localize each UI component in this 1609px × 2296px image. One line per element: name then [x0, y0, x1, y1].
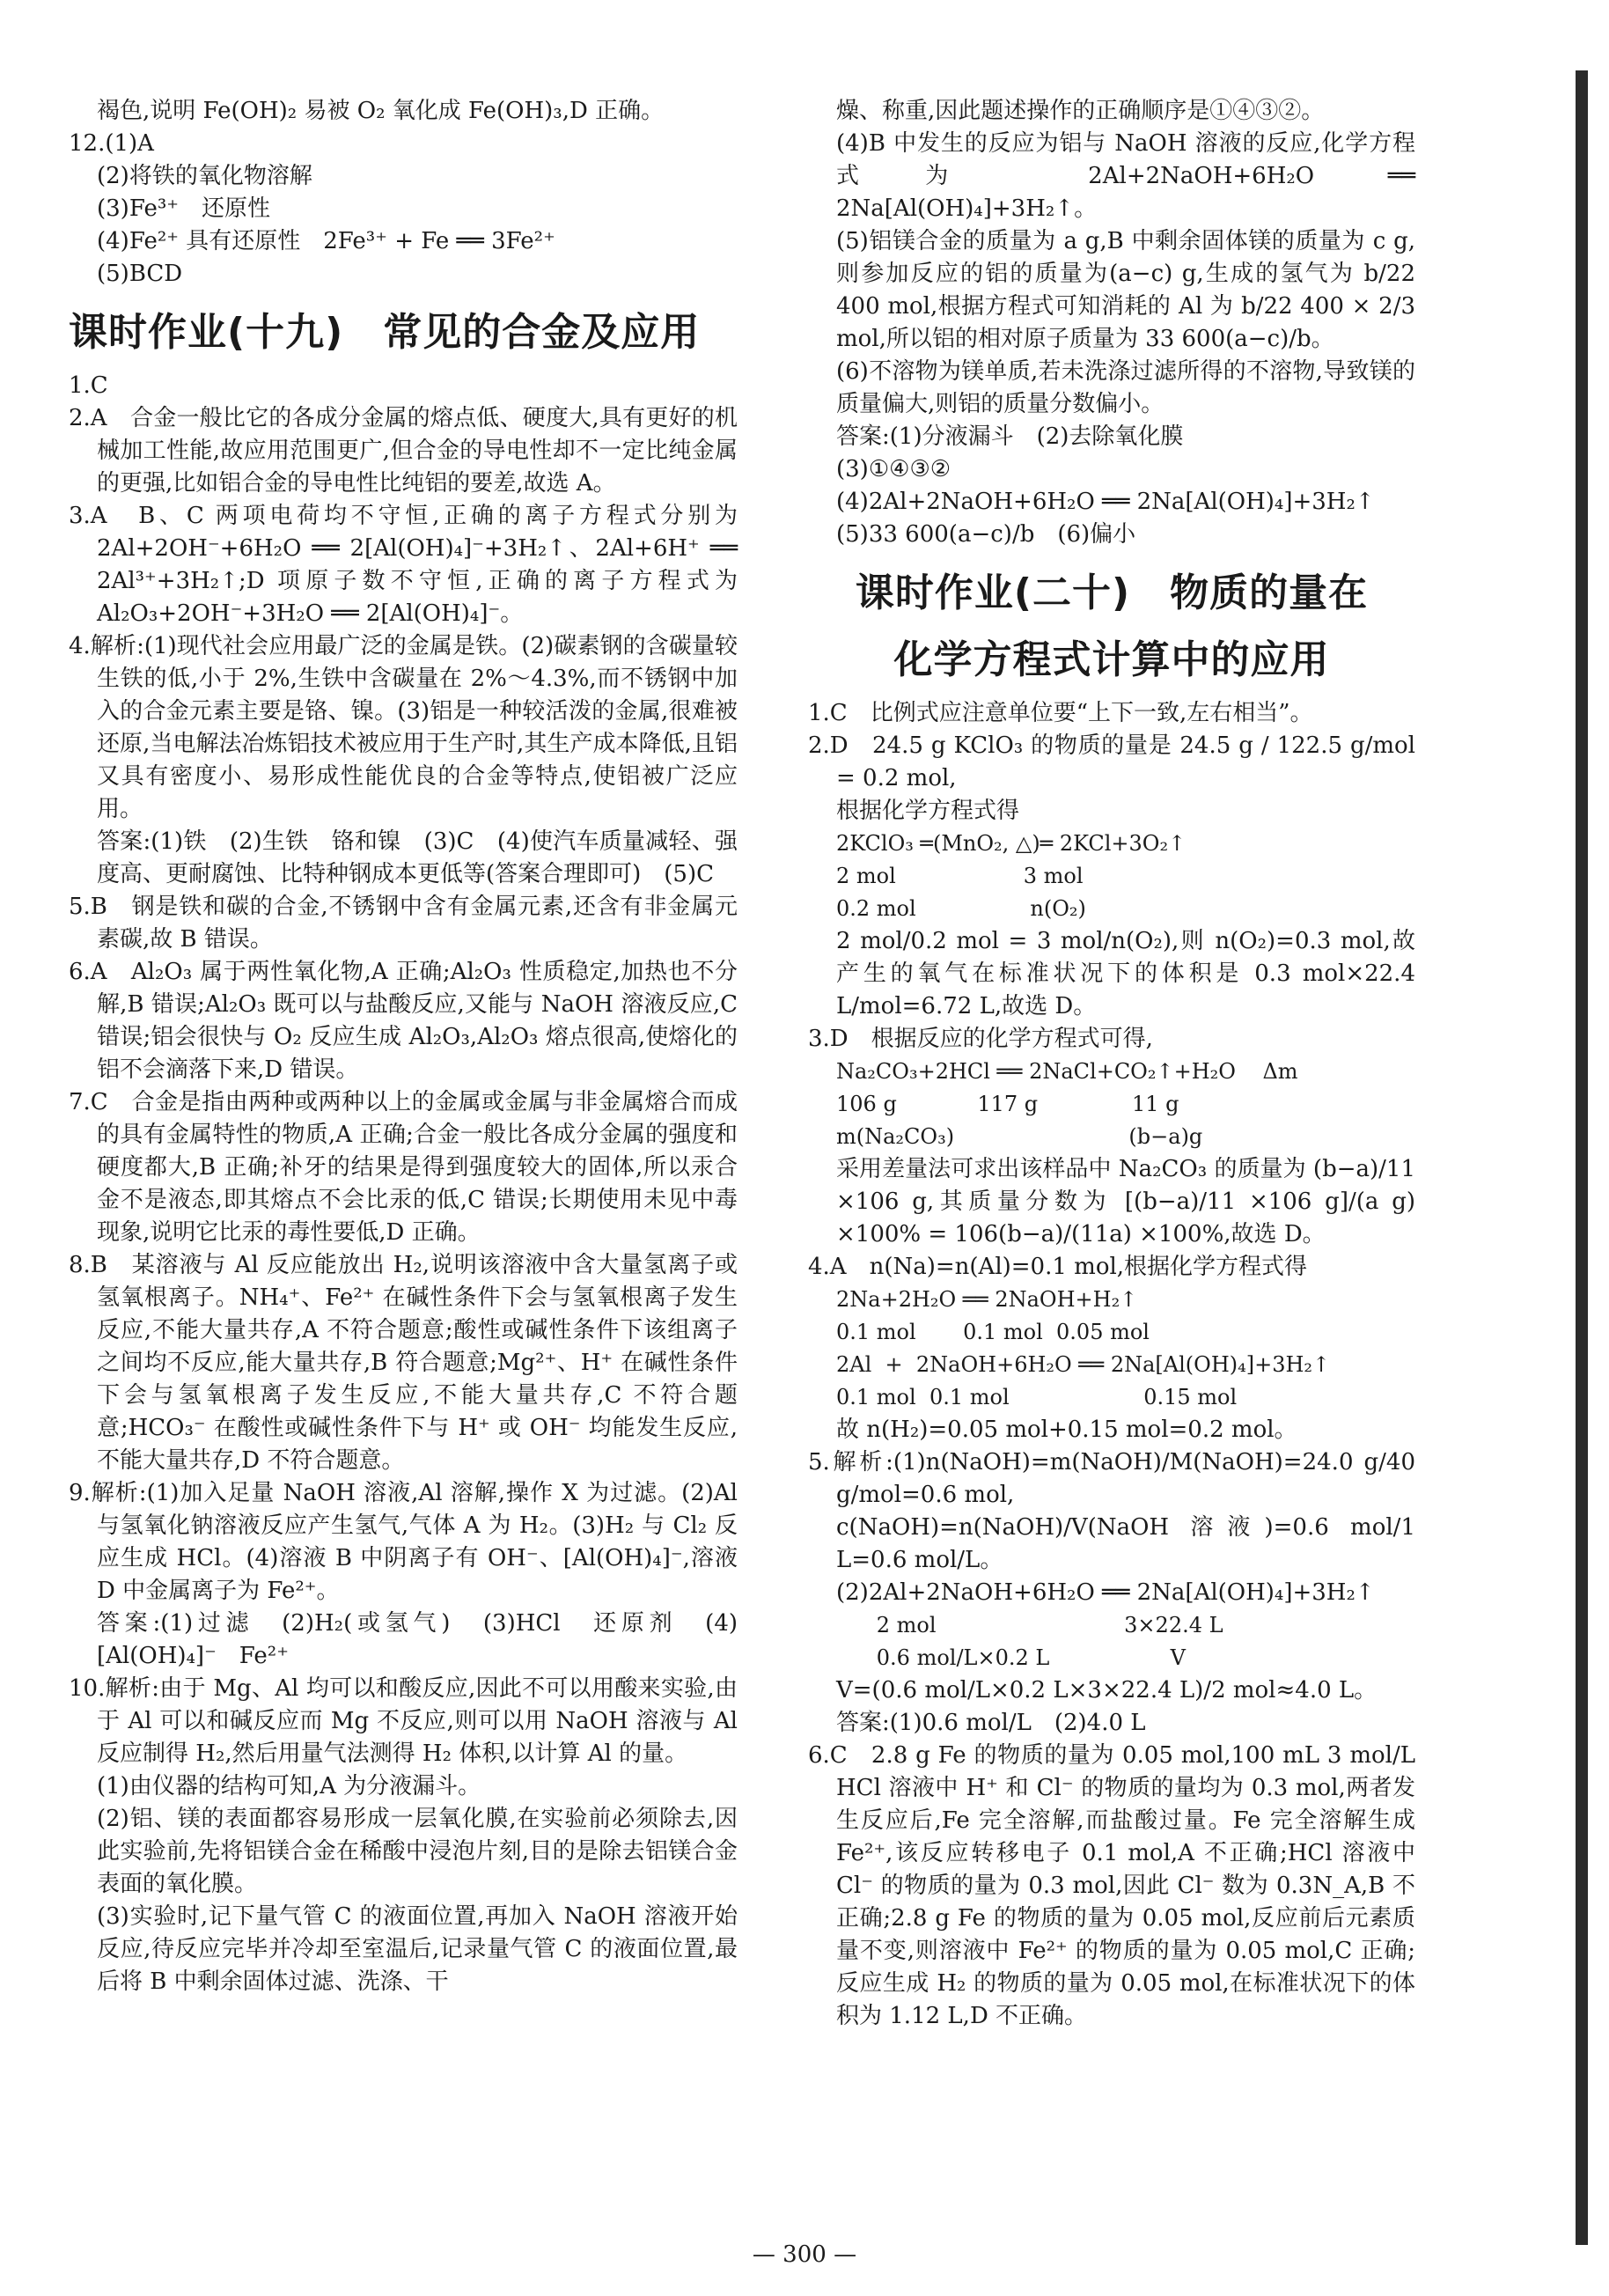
paragraph: c(NaOH)=n(NaOH)/V(NaOH 溶液)=0.6 mol/1 L=0.6 mol/L。 [836, 1514, 1415, 1573]
equation-line: 0.1 mol 0.1 mol 0.15 mol [836, 1385, 1238, 1409]
paragraph: 答案:(1)铁 (2)生铁 铬和镍 (3)C (4)使汽车质量减轻、强度高、更耐腐蚀、比特种钢成本更低等(答案合理即可) (5)C [97, 828, 738, 887]
paragraph: (4)Fe²⁺ 具有还原性 2Fe³⁺ + Fe ══ 3Fe²⁺ [97, 228, 555, 254]
left-column [69, 95, 738, 1998]
paragraph: 3.D 根据反应的化学方程式可得, [808, 1026, 1153, 1052]
paragraph: (5)BCD [97, 261, 183, 287]
paragraph: 答案:(1)过滤 (2)H₂(或氢气) (3)HCl 还原剂 (4)[Al(OH)₄]⁻ Fe²⁺ [97, 1610, 738, 1669]
paragraph: 4.A n(Na)=n(Al)=0.1 mol,根据化学方程式得 [808, 1254, 1308, 1280]
paragraph: (3)①④③② [836, 456, 951, 482]
paragraph: (3)Fe³⁺ 还原性 [97, 195, 270, 222]
equation-line: 2 mol 3 mol [836, 864, 1084, 888]
paragraph: 2.A 合金一般比它的各成分金属的熔点低、硬度大,具有更好的机械加工性能,故应用范围更广,但合金的导电性却不一定比纯金属的更强,比如铝合金的导电性比纯铝的要差,故选 A。 [69, 405, 738, 497]
paragraph: 答案:(1)分液漏斗 (2)去除氧化膜 [836, 423, 1184, 450]
paragraph: 3.A B、C 两项电荷均不守恒,正确的离子方程式分别为 2Al+2OH⁻+6H₂O ══ 2[Al(OH)₄]⁻+3H₂↑、2Al+6H⁺ ══ 2Al³⁺+3H₂↑;D 项原子数不守恒,正确的离子方程式为 Al₂O₃+2OH⁻+3H₂O ══ 2[Al(OH)₄]⁻。 [69, 503, 738, 627]
paragraph: (4)B 中发生的反应为铝与 NaOH 溶液的反应,化学方程式为 2Al+2NaOH+6H₂O ══ 2Na[Al(OH)₄]+3H₂↑。 [836, 130, 1415, 222]
equation-line: 0.1 mol 0.1 mol 0.05 mol [836, 1320, 1150, 1344]
equation-line: 106 g 117 g 11 g [836, 1092, 1179, 1116]
paragraph: 8.B 某溶液与 Al 反应能放出 H₂,说明该溶液中含大量氢离子或氢氧根离子。NH₄⁺、Fe²⁺ 在碱性条件下会与氢氧根离子发生反应,不能大量共存,A 不符合题意;酸性或碱性条件下该组离子之间均不反应,能大量共存,B 符合题意;Mg²⁺、H⁺ 在碱性条件下会与氢氧根离子发生反应,不能大量共存,C 不符合题意;HCO₃⁻ 在酸性或碱性条件下与 H⁺ 或 OH⁻ 均能发生反应,不能大量共存,D 不符合题意。 [69, 1252, 738, 1474]
equation-line: m(Na₂CO₃) (b−a)g [836, 1124, 1203, 1149]
paragraph: 10.解析:由于 Mg、Al 均可以和酸反应,因此不可以用酸来实验,由于 Al 可以和碱反应而 Mg 不反应,则可以用 NaOH 溶液与 Al 反应制得 H₂,然后用量气法测得 H₂ 体积,以计算 Al 的量。 [69, 1675, 738, 1767]
equation-line: 2Al + 2NaOH+6H₂O ══ 2Na[Al(OH)₄]+3H₂↑ [836, 1352, 1331, 1377]
section-title: 化学方程式计算中的应用 [893, 637, 1330, 682]
paragraph: 答案:(1)0.6 mol/L (2)4.0 L [836, 1710, 1146, 1736]
paragraph: 12.(1)A [69, 130, 154, 157]
paragraph: V=(0.6 mol/L×0.2 L×3×22.4 L)/2 mol≈4.0 L。 [836, 1677, 1378, 1704]
paragraph: 2.D 24.5 g KClO₃ 的物质的量是 24.5 g / 122.5 g/mol = 0.2 mol, [808, 732, 1415, 791]
paragraph: (5)33 600(a−c)/b (6)偏小 [836, 521, 1136, 548]
paragraph: 采用差量法可求出该样品中 Na₂CO₃ 的质量为 (b−a)/11 ×106 g,其质量分数为 [(b−a)/11 ×106 g]/(a g) ×100% = 106(b−a)/(11a) ×100%,故选 D。 [836, 1156, 1415, 1247]
paragraph: 9.解析:(1)加入足量 NaOH 溶液,Al 溶解,操作 X 为过滤。(2)Al 与氢氧化钠溶液反应产生氢气,气体 A 为 H₂。(3)H₂ 与 Cl₂ 反应生成 HCl。(4)溶液 B 中阴离子有 OH⁻、[Al(OH)₄]⁻,溶液 D 中金属离子为 Fe²⁺。 [69, 1480, 738, 1604]
paragraph: 褐色,说明 Fe(OH)₂ 易被 O₂ 氧化成 Fe(OH)₃,D 正确。 [97, 98, 665, 124]
paragraph: 5.B 钢是铁和碳的合金,不锈钢中含有金属元素,还含有非金属元素碳,故 B 错误。 [69, 894, 738, 953]
paragraph: (4)2Al+2NaOH+6H₂O ══ 2Na[Al(OH)₄]+3H₂↑ [836, 489, 1375, 515]
paragraph: 6.C 2.8 g Fe 的物质的量为 0.05 mol,100 mL 3 mol/L HCl 溶液中 H⁺ 和 Cl⁻ 的物质的量均为 0.3 mol,两者发生反应后,Fe 完全溶解,而盐酸过量。Fe 完全溶解生成 Fe²⁺,该反应转移电子 0.1 mol,A 不正确;HCl 溶液中 Cl⁻ 的物质的量为 0.3 mol,因此 Cl⁻ 数为 0.3N_A,B 不正确;2.8 g Fe 的物质的量为 0.05 mol,反应前后元素质量不变,则溶液中 Fe²⁺ 的物质的量为 0.05 mol,C 正确;反应生成 H₂ 的物质的量为 0.05 mol,在标准状况下的体积为 1.12 L,D 不正确。 [808, 1742, 1415, 2029]
paragraph: 4.解析:(1)现代社会应用最广泛的金属是铁。(2)碳素钢的含碳量较生铁的低,小于 2%,生铁中含碳量在 2%～4.3%,而不锈钢中加入的合金元素主要是铬、镍。(3)铝是一种较活泼的金属,很难被还原,当电解法冶炼铝技术被应用于生产时,其生产成本降低,且铝又具有密度小、易形成性能优良的合金等特点,使铝被广泛应用。 [69, 633, 738, 822]
equation-line: 2Na+2H₂O ══ 2NaOH+H₂↑ [836, 1287, 1138, 1312]
page-number: — 300 — [752, 2241, 857, 2268]
section-title: 课时作业(二十) 物质的量在 [855, 570, 1369, 615]
paragraph: 5.解析:(1)n(NaOH)=m(NaOH)/M(NaOH)=24.0 g/40 g/mol=0.6 mol, [808, 1449, 1415, 1508]
equation-line: 0.2 mol n(O₂) [836, 896, 1086, 921]
paragraph: 7.C 合金是指由两种或两种以上的金属或金属与非金属熔合而成的具有金属特性的物质,A 正确;合金一般比各成分金属的强度和硬度都大,B 正确;补牙的结果是得到强度较大的固体,所以汞合金不是液态,即其熔点不会比汞的低,C 错误;长期使用未见中毒现象,说明它比汞的毒性要低,D 正确。 [69, 1089, 738, 1246]
paragraph: 1.C 比例式应注意单位要“上下一致,左右相当”。 [808, 700, 1313, 726]
paragraph: (1)由仪器的结构可知,A 为分液漏斗。 [97, 1773, 481, 1799]
paragraph: 燥、称重,因此题述操作的正确顺序是①④③②。 [836, 98, 1325, 124]
section-title: 课时作业(十九) 常见的合金及应用 [69, 310, 701, 355]
paragraph: (2)将铁的氧化物溶解 [97, 163, 312, 189]
scan-edge-shadow [1576, 70, 1588, 2245]
equation-line: 2 mol 3×22.4 L [836, 1613, 1223, 1637]
right-column [808, 95, 1415, 2033]
equation-line: 0.6 mol/L×0.2 L V [836, 1645, 1186, 1670]
paragraph: (2)2Al+2NaOH+6H₂O ══ 2Na[Al(OH)₄]+3H₂↑ [836, 1579, 1375, 1606]
paragraph: 2 mol/0.2 mol = 3 mol/n(O₂),则 n(O₂)=0.3 mol,故产生的氧气在标准状况下的体积是 0.3 mol×22.4 L/mol=6.72 L,故选 D。 [836, 928, 1415, 1019]
equation-line: Na₂CO₃+2HCl ══ 2NaCl+CO₂↑+H₂O Δm [836, 1059, 1298, 1084]
paragraph: 根据化学方程式得 [836, 798, 1020, 824]
paragraph: 故 n(H₂)=0.05 mol+0.15 mol=0.2 mol。 [836, 1417, 1297, 1443]
paragraph: 1.C [69, 372, 108, 399]
paragraph: (2)铝、镁的表面都容易形成一层氧化膜,在实验前必须除去,因此实验前,先将铝镁合金在稀酸中浸泡片刻,目的是除去铝镁合金表面的氧化膜。 [97, 1806, 738, 1897]
equation-line: 2KClO₃ ═(MnO₂, △)═ 2KCl+3O₂↑ [836, 831, 1187, 856]
paragraph: (6)不溶物为镁单质,若未洗涤过滤所得的不溶物,导致镁的质量偏大,则铝的质量分数偏小。 [836, 358, 1415, 417]
paragraph: (3)实验时,记下量气管 C 的液面位置,再加入 NaOH 溶液开始反应,待反应完毕并冷却至室温后,记录量气管 C 的液面位置,最后将 B 中剩余固体过滤、洗涤、干 [97, 1903, 738, 1995]
paragraph: 6.A Al₂O₃ 属于两性氧化物,A 正确;Al₂O₃ 性质稳定,加热也不分解,B 错误;Al₂O₃ 既可以与盐酸反应,又能与 NaOH 溶液反应,C 错误;铝会很快与 O₂ 反应生成 Al₂O₃,Al₂O₃ 熔点很高,使熔化的铝不会滴落下来,D 错误。 [69, 959, 738, 1083]
paragraph: (5)铝镁合金的质量为 a g,B 中剩余固体镁的质量为 c g,则参加反应的铝的质量为(a−c) g,生成的氢气为 b/22 400 mol,根据方程式可知消耗的 Al 为 b/22 400 × 2/3 mol,所以铝的相对原子质量为 33 600(a−c)/b。 [836, 228, 1415, 352]
